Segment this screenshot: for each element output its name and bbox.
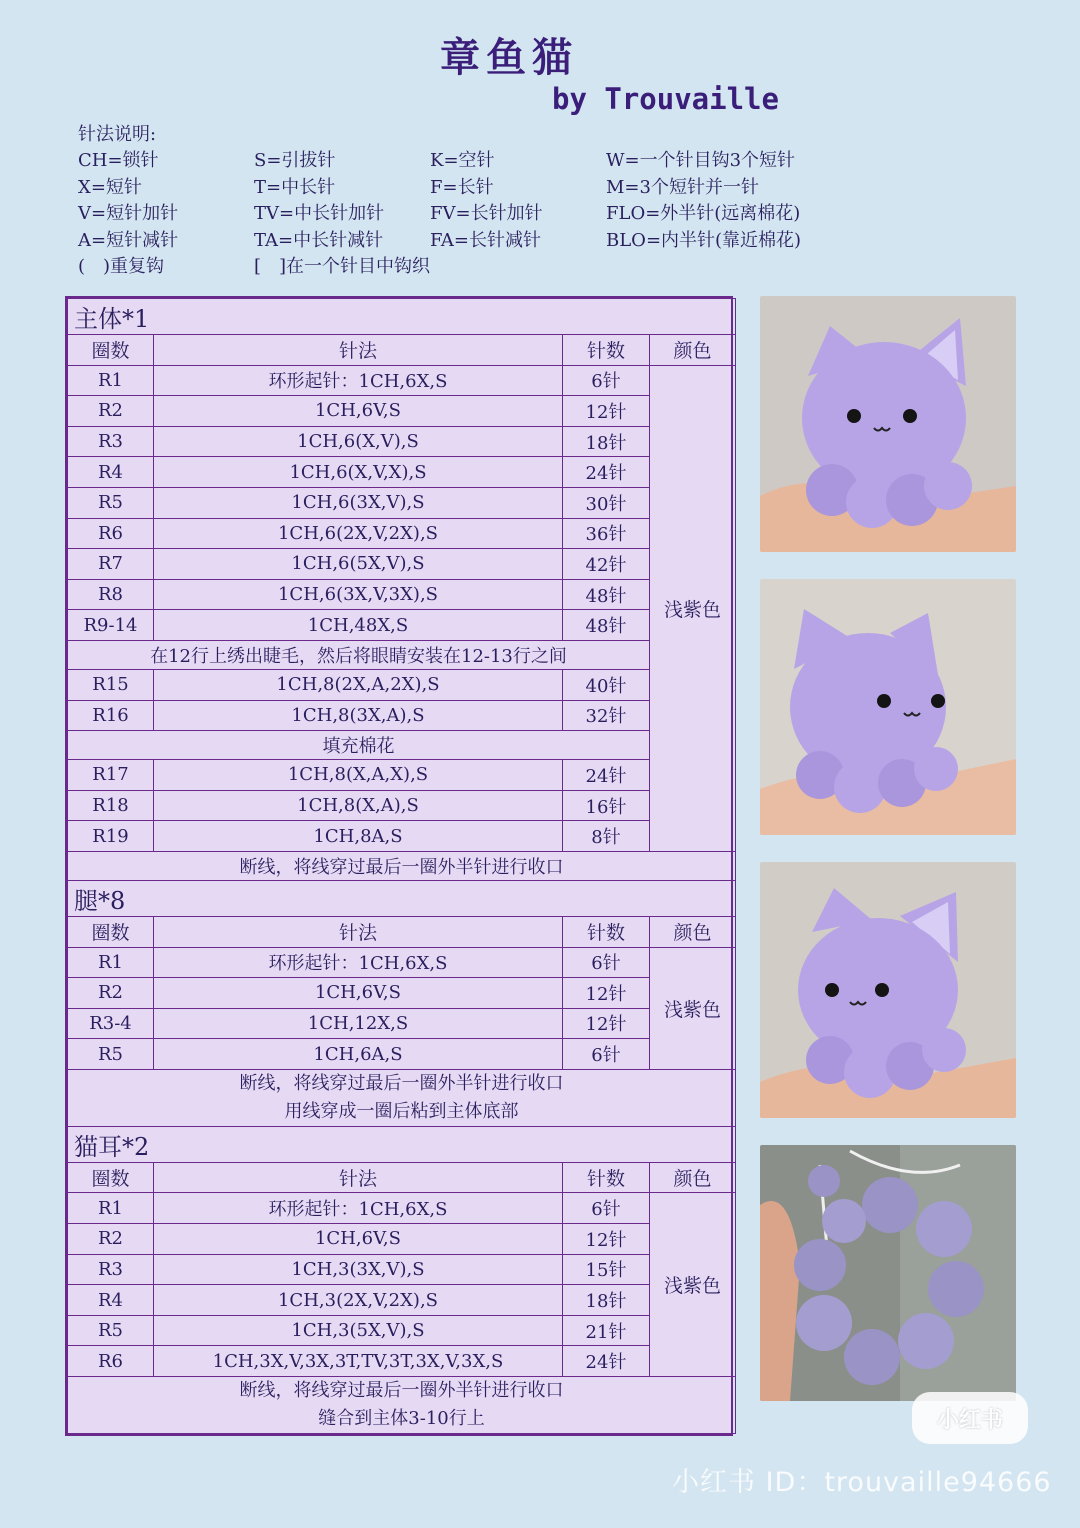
legend-item: T=中长针: [254, 176, 336, 198]
round-cell: R6: [68, 1346, 154, 1377]
table-row: [68, 1254, 736, 1285]
round-cell: R3: [68, 1254, 154, 1285]
round-cell: R8: [68, 579, 154, 610]
count-cell: 6针: [563, 947, 650, 978]
footer-line: 缝合到主体3-10行上: [318, 1408, 485, 1430]
color-cell: 浅紫色: [650, 365, 736, 851]
count-cell: 30针: [563, 487, 650, 518]
author-byline: by Trouvaille: [552, 82, 779, 116]
table-note-row: [68, 640, 736, 669]
stitch-cell: 1CH,8(X,A,X),S: [154, 760, 563, 791]
stitch-cell: 1CH,6V,S: [154, 396, 563, 427]
stitch-cell: 1CH,48X,S: [154, 610, 563, 641]
table-row: [68, 396, 736, 427]
stitch-cell: 1CH,6(5X,V),S: [154, 549, 563, 580]
stitch-cell: 1CH,6A,S: [154, 1039, 563, 1070]
table-row: [68, 426, 736, 457]
count-cell: 6针: [563, 365, 650, 396]
round-cell: R18: [68, 790, 154, 821]
section-title: 腿*8: [68, 880, 736, 916]
header-color: 颜色: [650, 1162, 736, 1193]
round-cell: R7: [68, 549, 154, 580]
color-cell: 浅紫色: [650, 947, 736, 1069]
count-cell: 8针: [563, 821, 650, 852]
table-row: [68, 760, 736, 791]
table-row: [68, 947, 736, 978]
table-row: [68, 1193, 736, 1224]
amigurumi-side-photo: [760, 579, 1016, 835]
legend-grid: [78, 148, 858, 281]
stitch-cell: 1CH,8A,S: [154, 821, 563, 852]
legend-item: FA=长针减针: [430, 229, 542, 251]
round-cell: R3-4: [68, 1008, 154, 1039]
legend-item: ( )重复钩: [78, 256, 165, 277]
header-count: 针数: [563, 916, 650, 947]
stitch-cell: 1CH,3(2X,V,2X),S: [154, 1285, 563, 1316]
header-round: 圈数: [68, 335, 154, 366]
stitch-cell: 环形起针：1CH,6X,S: [154, 365, 563, 396]
header-stitch: 针法: [154, 1162, 563, 1193]
header-stitch: 针法: [154, 916, 563, 947]
stitch-cell: 1CH,6(X,V,X),S: [154, 457, 563, 488]
count-cell: 36针: [563, 518, 650, 549]
leg-ring-photo: [760, 1145, 1016, 1401]
round-cell: R4: [68, 457, 154, 488]
table-row: [68, 1315, 736, 1346]
stitch-cell: 1CH,6(3X,V,3X),S: [154, 579, 563, 610]
round-cell: R1: [68, 1193, 154, 1224]
section-title-row: [68, 880, 736, 916]
count-cell: 24针: [563, 457, 650, 488]
round-cell: R5: [68, 1315, 154, 1346]
table-row: [68, 518, 736, 549]
round-cell: R5: [68, 1039, 154, 1070]
xiaohongshu-logo: [912, 1392, 1028, 1444]
section-title: 猫耳*2: [68, 1126, 736, 1162]
count-cell: 48针: [563, 610, 650, 641]
table-row: [68, 579, 736, 610]
header-color: 颜色: [650, 335, 736, 366]
color-cell: 浅紫色: [650, 1193, 736, 1377]
stitch-cell: 环形起针：1CH,6X,S: [154, 1193, 563, 1224]
round-cell: R1: [68, 365, 154, 396]
table-row: [68, 669, 736, 700]
table-row: [68, 978, 736, 1009]
stitch-cell: 1CH,6V,S: [154, 978, 563, 1009]
round-cell: R19: [68, 821, 154, 852]
stitch-cell: 1CH,6V,S: [154, 1224, 563, 1255]
stitch-cell: 1CH,3X,V,3X,3T,TV,3T,3X,V,3X,S: [154, 1346, 563, 1377]
legend-item: FV=长针加针: [430, 203, 543, 224]
legend-item: A=短针减针: [78, 229, 179, 251]
stitch-cell: 1CH,8(3X,A),S: [154, 700, 563, 731]
round-cell: R15: [68, 669, 154, 700]
round-cell: R3: [68, 426, 154, 457]
logo-text: 小红书: [936, 1406, 1003, 1433]
count-cell: 18针: [563, 426, 650, 457]
round-cell: R9-14: [68, 610, 154, 641]
section-footer: [68, 1377, 736, 1434]
count-cell: 12针: [563, 978, 650, 1009]
header-row: [68, 1162, 736, 1193]
count-cell: 24针: [563, 760, 650, 791]
count-cell: 40针: [563, 669, 650, 700]
round-cell: R4: [68, 1285, 154, 1316]
table-row: [68, 365, 736, 396]
stitch-cell: 1CH,8(X,A),S: [154, 790, 563, 821]
table-row: [68, 1039, 736, 1070]
count-cell: 15针: [563, 1254, 650, 1285]
stitch-cell: 1CH,8(2X,A,2X),S: [154, 669, 563, 700]
header-stitch: 针法: [154, 335, 563, 366]
round-cell: R2: [68, 1224, 154, 1255]
header-count: 针数: [563, 1162, 650, 1193]
stitch-cell: 1CH,6(3X,V),S: [154, 487, 563, 518]
section-title-row: [68, 299, 736, 335]
round-cell: R6: [68, 518, 154, 549]
table-row: [68, 487, 736, 518]
count-cell: 12针: [563, 396, 650, 427]
pattern-title: 章鱼猫: [440, 34, 578, 81]
legend-item: K=空针: [430, 150, 495, 171]
table-row: [68, 610, 736, 641]
header-count: 针数: [563, 335, 650, 366]
stitch-cell: 1CH,3(3X,V),S: [154, 1254, 563, 1285]
amigurumi-front-photo: [760, 296, 1016, 552]
footer-line: 断线，将线穿过最后一圈外半针进行收口: [239, 1072, 564, 1094]
pattern-table: [65, 296, 733, 1436]
legend-item: CH=锁针: [78, 150, 159, 171]
table-row: [68, 549, 736, 580]
count-cell: 42针: [563, 549, 650, 580]
round-cell: R1: [68, 947, 154, 978]
table-row: [68, 821, 736, 852]
header-round: 圈数: [68, 1162, 154, 1193]
section-title: 主体*1: [68, 299, 736, 335]
legend-item: F=长针: [430, 176, 494, 198]
watermark-id: 小红书 ID：trouvaille94666: [672, 1467, 1052, 1498]
stitch-cell: 环形起针：1CH,6X,S: [154, 947, 563, 978]
table-row: [68, 1346, 736, 1377]
count-cell: 18针: [563, 1285, 650, 1316]
legend-item: FLO=外半针(远离棉花): [606, 203, 801, 224]
stitch-cell: 1CH,3(5X,V),S: [154, 1315, 563, 1346]
stitch-cell: 1CH,6(X,V),S: [154, 426, 563, 457]
section-footer: [68, 851, 736, 880]
table-note: 在12行上绣出睫毛，然后将眼睛安装在12-13行之间: [68, 640, 650, 669]
header-round: 圈数: [68, 916, 154, 947]
section-title-row: [68, 1126, 736, 1162]
round-cell: R17: [68, 760, 154, 791]
count-cell: 48针: [563, 579, 650, 610]
count-cell: 16针: [563, 790, 650, 821]
section-footer-row: [68, 1069, 736, 1126]
legend-item: X=短针: [78, 176, 142, 198]
round-cell: R5: [68, 487, 154, 518]
legend-item: M=3个短针并一针: [606, 176, 759, 198]
count-cell: 6针: [563, 1039, 650, 1070]
legend-item: W=一个针目钩3个短针: [606, 150, 796, 171]
count-cell: 12针: [563, 1008, 650, 1039]
footer-line: 断线，将线穿过最后一圈外半针进行收口: [239, 1380, 564, 1402]
legend-item: TA=中长针减针: [254, 229, 384, 251]
count-cell: 32针: [563, 700, 650, 731]
stitch-legend: [78, 122, 858, 281]
legend-item: TV=中长针加针: [254, 203, 385, 224]
round-cell: R2: [68, 396, 154, 427]
stitch-cell: 1CH,12X,S: [154, 1008, 563, 1039]
table-note-row: [68, 731, 736, 760]
section-footer-row: [68, 851, 736, 880]
legend-item: V=短针加针: [78, 203, 179, 224]
table-row: [68, 1224, 736, 1255]
header-row: [68, 916, 736, 947]
table-row: [68, 700, 736, 731]
count-cell: 6针: [563, 1193, 650, 1224]
legend-item: BLO=内半针(靠近棉花): [606, 229, 802, 251]
count-cell: 21针: [563, 1315, 650, 1346]
round-cell: R16: [68, 700, 154, 731]
table-note: 填充棉花: [68, 731, 650, 760]
legend-heading: 针法说明:: [78, 124, 157, 145]
section-footer-row: [68, 1377, 736, 1434]
table-row: [68, 457, 736, 488]
footer-line: 断线，将线穿过最后一圈外半针进行收口: [239, 856, 564, 878]
header-row: [68, 335, 736, 366]
round-cell: R2: [68, 978, 154, 1009]
section-footer: [68, 1069, 736, 1126]
header-color: 颜色: [650, 916, 736, 947]
table-row: [68, 1008, 736, 1039]
legend-item: S=引拔针: [254, 150, 336, 171]
amigurumi-angle-photo: [760, 862, 1016, 1118]
count-cell: 24针: [563, 1346, 650, 1377]
count-cell: 12针: [563, 1224, 650, 1255]
footer-line: 用线穿成一圈后粘到主体底部: [284, 1100, 519, 1122]
stitch-cell: 1CH,6(2X,V,2X),S: [154, 518, 563, 549]
table-row: [68, 790, 736, 821]
table-row: [68, 1285, 736, 1316]
legend-item: [ ]在一个针目中钩织: [254, 256, 431, 277]
